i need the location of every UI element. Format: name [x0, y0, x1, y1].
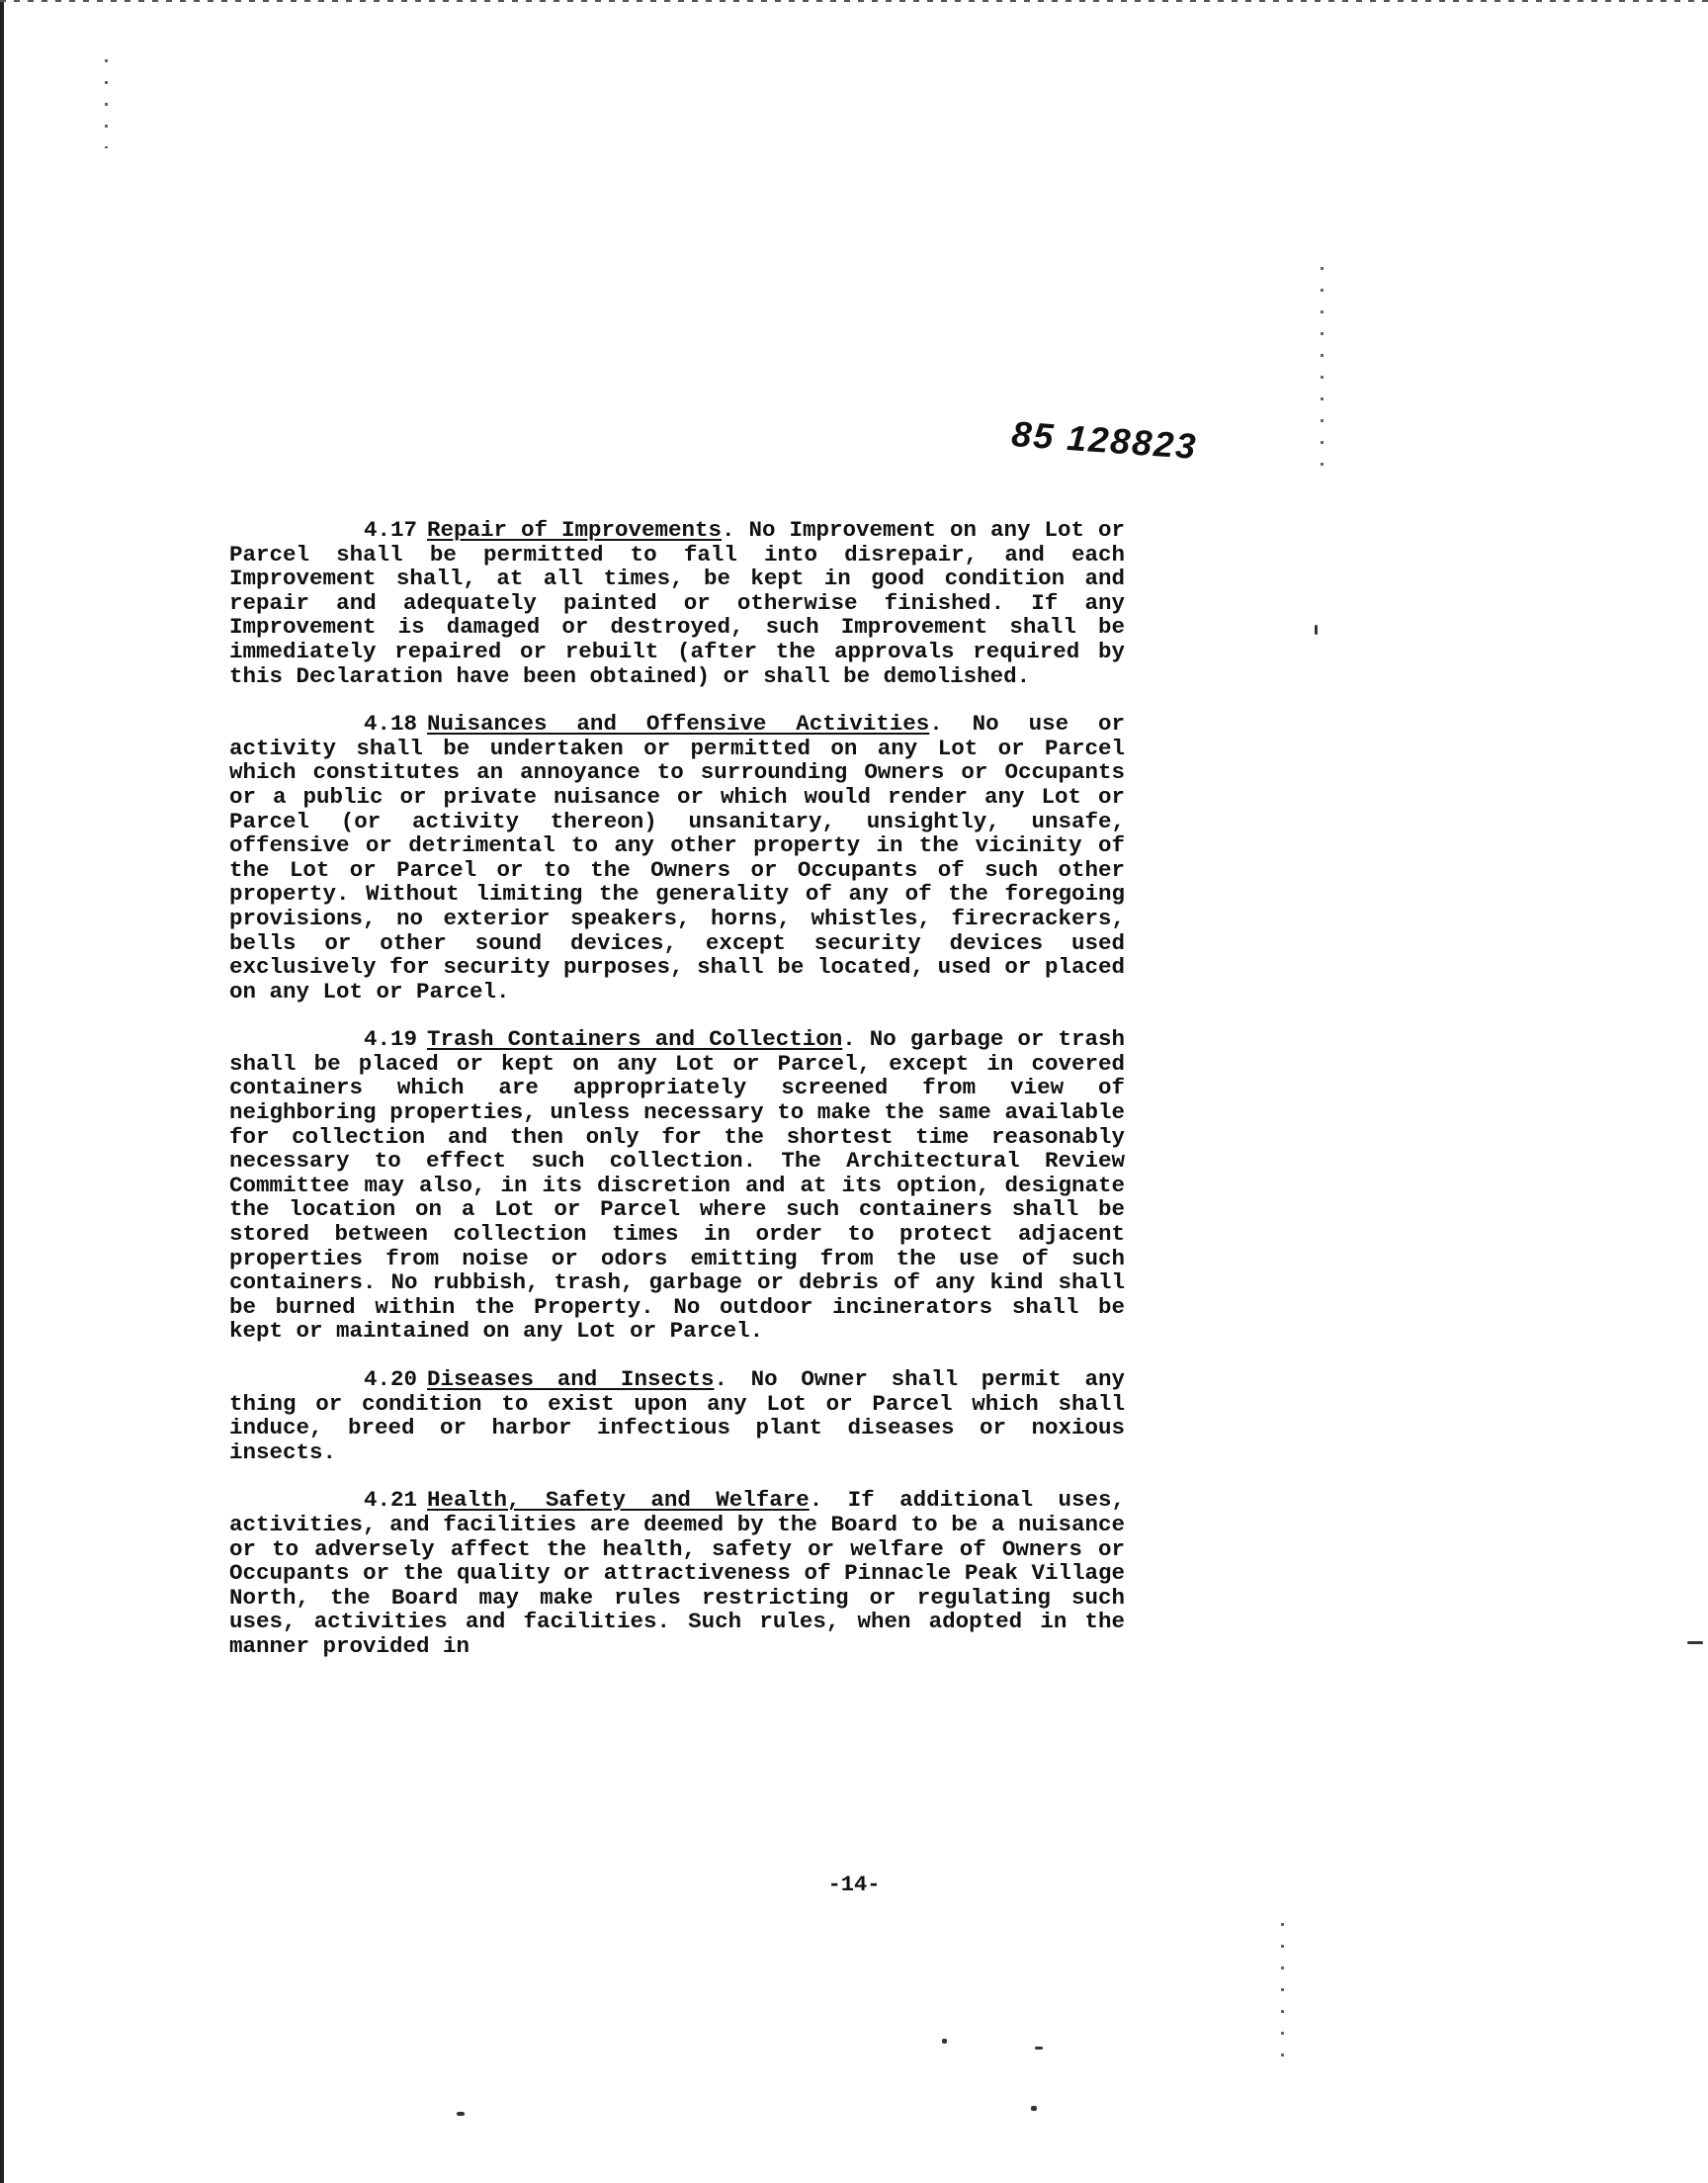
recording-number: 85 128823	[1010, 413, 1199, 468]
scan-speck	[1035, 2047, 1043, 2050]
section-number: 4.20	[364, 1366, 418, 1392]
section-body: . No Improvement on any Lot or Parcel shall be permitted to fall into disrepair, and each Improvement shall, at all times, be kept in good condition and repair and adequately painted or otherwise finished. If any Improvement is damaged or destroyed, such Improvement shall be immediately repaired or rebuilt (after the approvals required by this Declaration have been obtained) or shall be demolished.	[229, 517, 1125, 689]
scan-speck	[942, 2039, 947, 2044]
scan-artifact-left-dots	[105, 59, 108, 148]
section-heading: Trash Containers and Collection	[427, 1026, 843, 1053]
document-body	[229, 518, 1125, 1683]
section-4-21	[229, 1488, 1125, 1658]
section-body: . If additional uses, activities, and facilities are deemed by the Board to be a nuisance or to adversely affect the health, safety or welfare of Owners or Occupants or the quality or attractiveness of Pinnacle Peak Village North, the Board may make rules restricting or regulating such uses, activities and facilities. Such rules, when adopted in the manner provided in	[229, 1487, 1125, 1659]
section-4-19	[229, 1027, 1125, 1344]
section-heading: Health, Safety and Welfare	[427, 1487, 810, 1514]
section-4-20	[229, 1367, 1125, 1464]
section-number: 4.19	[364, 1026, 418, 1053]
section-heading: Diseases and Insects	[427, 1366, 715, 1392]
scan-artifact-right-dots	[1321, 267, 1324, 484]
section-body: . No use or activity shall be undertaken or permitted on any Lot or Parcel which constitutes an annoyance to surrounding Owners or Occupants or a public or private nuisance or which would render any Lot or Parcel (or activity thereon) unsanitary, unsightly, unsafe, offensive or detrimental to any other property in the vicinity of the Lot or Parcel or to the Owners or Occupants of such other property. Without limiting the generality of any of the foregoing provisions, no exterior speakers, horns, whistles, firecrackers, bells or other sound devices, except security devices used exclusively for security purposes, shall be located, used or placed on any Lot or Parcel.	[229, 711, 1125, 1004]
scan-speck	[1031, 2106, 1037, 2111]
section-4-17	[229, 518, 1125, 688]
scan-speck	[457, 2112, 465, 2116]
scan-artifact-right-dots	[1281, 1923, 1284, 2061]
scan-speck	[1687, 1641, 1703, 1644]
scan-top-edge	[0, 0, 1708, 2]
section-heading: Repair of Improvements	[427, 517, 723, 543]
section-body: . No garbage or trash shall be placed or kept on any Lot or Parcel, except in covered containers which are appropriately screened from view of neighboring properties, unless necessary to make the same available for collection and then only for the shortest time reasonably necessary to effect such collection. The Architectural Review Committee may also, in its discretion and at its option, designate the location on a Lot or Parcel where such containers shall be stored between collection times in order to protect adjacent properties from noise or odors emitting from the use of such containers. No rubbish, trash, garbage or debris of any kind shall be burned within the Property. No outdoor incinerators shall be kept or maintained on any Lot or Parcel.	[229, 1026, 1126, 1345]
page-number: -14-	[827, 1873, 881, 1897]
section-heading: Nuisances and Offensive Activities	[427, 711, 930, 738]
section-4-18	[229, 712, 1125, 1004]
section-number: 4.18	[364, 711, 418, 738]
scan-speck	[1315, 625, 1318, 635]
section-body: . No Owner shall permit any thing or condition to exist upon any Lot or Parcel which shall induce, breed or harbor infectious plant diseases or noxious insects.	[229, 1366, 1125, 1465]
scan-left-edge	[0, 0, 4, 2183]
section-number: 4.17	[364, 517, 418, 543]
section-number: 4.21	[364, 1487, 418, 1514]
